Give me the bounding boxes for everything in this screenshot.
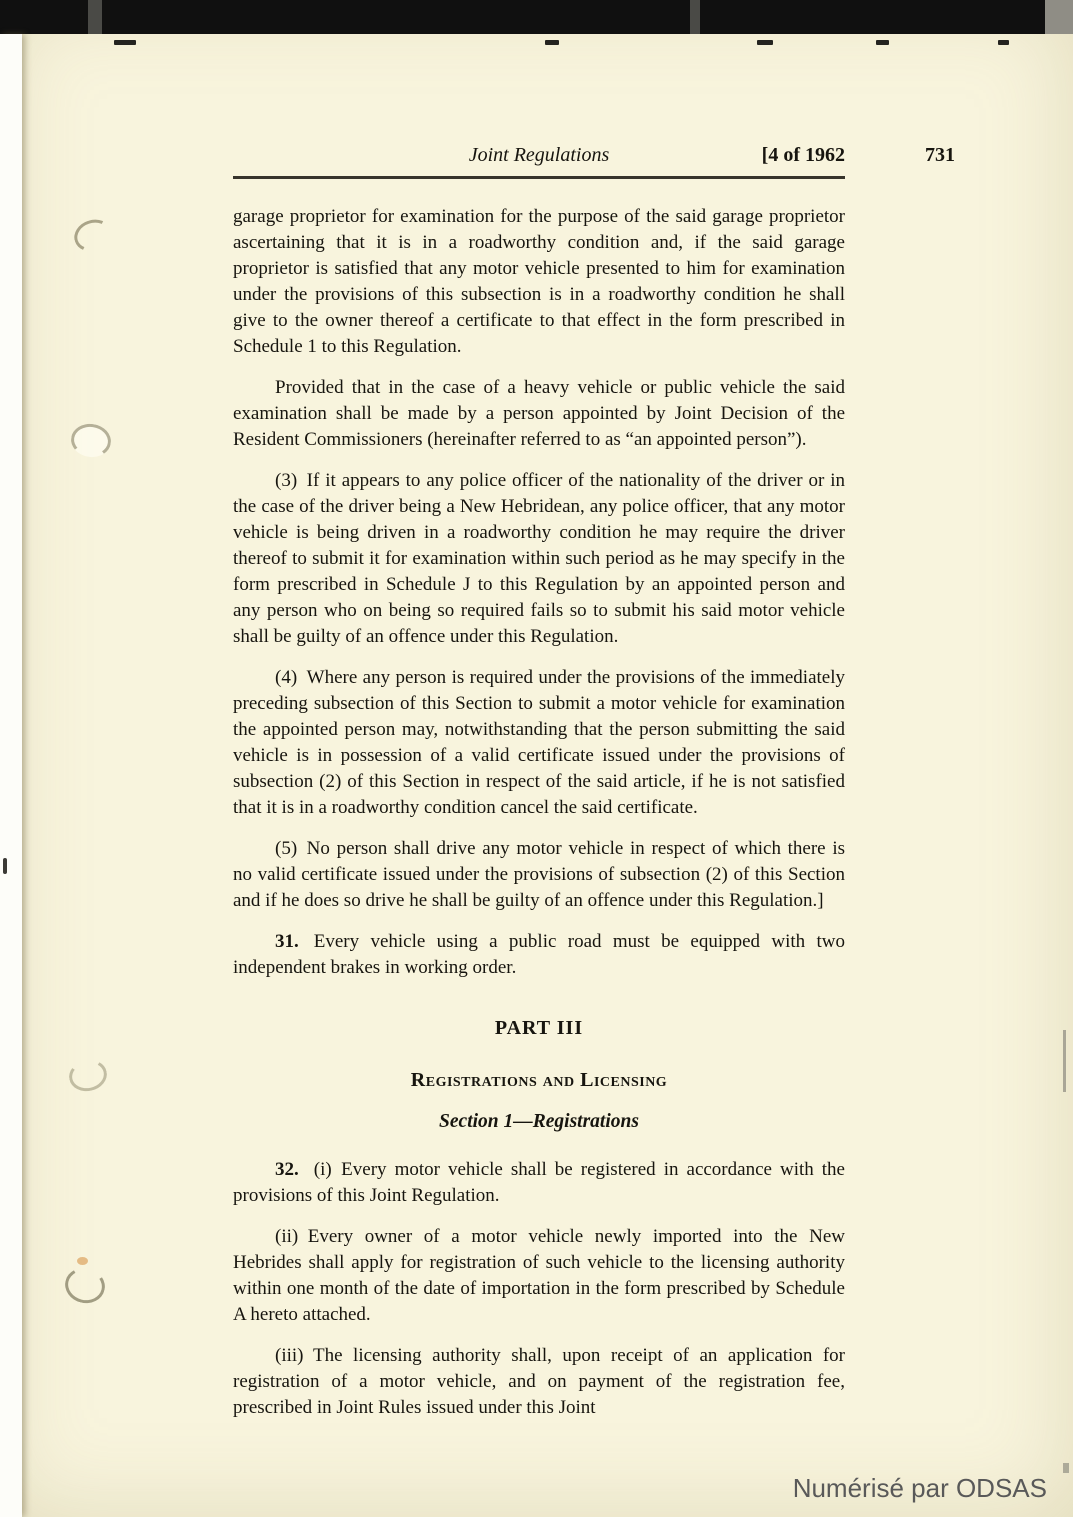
- scan-artifact-dash: [998, 40, 1009, 45]
- paragraph: [233, 836, 845, 914]
- scan-artifact-dash: [876, 40, 889, 45]
- part-heading: PART III: [494, 1017, 584, 1039]
- scan-artifact-top-bar: [0, 0, 1073, 34]
- paragraph-text: (5) No person shall drive any motor vehicle in respect of which there is no valid certificate issued under the provisions of subsection (2) of this Section and if he does so drive he shall be guilty of an offence under this Regulation.]: [233, 838, 845, 911]
- paragraph: [233, 204, 845, 360]
- paragraph-text: Every vehicle using a public road must be equipped with two independent brakes in working order.: [233, 931, 845, 978]
- paragraph-text: (i) Every motor vehicle shall be registered in accordance with the provisions of this Joint Regulation.: [233, 1159, 845, 1206]
- scan-artifact-dash: [114, 40, 136, 45]
- paragraph-text: (3) If it appears to any police officer of the nationality of the driver or in the case of the driver being a New Hebridean, any police officer, that any motor vehicle is being driven in a roadworthy condition he may require the driver thereof to submit it for examination within such period as he may specify in the form prescribed in Schedule J to this Regulation by an appointed person and any person who on being so required fails so to submit his said motor vehicle shall be guilty of an offence under this Regulation.: [233, 470, 845, 647]
- chapter-heading: Registrations and Licensing: [410, 1069, 668, 1091]
- punch-hole: [61, 1264, 108, 1308]
- scan-artifact-tick: [3, 858, 7, 874]
- scan-artifact-left-edge: [0, 34, 22, 1517]
- watermark: Numérisé par ODSAS: [792, 1473, 1047, 1503]
- page-header: [233, 142, 955, 174]
- paragraph-text: (iii) The licensing authority shall, upon receipt of an application for registration of a motor vehicle, and on payment of the registration fee, prescribed in Joint Rules issued under this Joint: [233, 1345, 845, 1418]
- scan-artifact-notch: [690, 0, 700, 34]
- regulation-ref: [4 of 1962: [761, 144, 845, 166]
- clause-number: 31.: [275, 931, 299, 952]
- paragraph: [233, 1224, 845, 1328]
- paragraph-text: (ii) Every owner of a motor vehicle newly imported into the New Hebrides shall apply for registration of such vehicle to the licensing authority within one month of the date of importation in the form prescribed by Schedule A hereto attached.: [233, 1226, 845, 1325]
- paragraph-text: garage proprietor for examination for the purpose of the said garage proprietor ascertaining that it is in a roadworthy condition and, if the said garage proprietor is satisfied that any motor vehicle presented to him for examination under the provisions of this subsection is in a roadworthy condition he shall give to the owner thereof a certificate to that effect in the form prescribed in Schedule 1 to this Regulation.: [233, 206, 845, 357]
- clause-number: 32.: [275, 1159, 299, 1180]
- scan-artifact-dash: [545, 40, 559, 45]
- paragraph: [233, 468, 845, 650]
- scan-artifact-speck: [77, 1257, 88, 1265]
- paragraph: [233, 665, 845, 821]
- paragraph: [233, 1157, 845, 1209]
- punch-hole: [70, 215, 116, 256]
- scan-artifact-notch: [88, 0, 102, 34]
- punch-hole: [69, 421, 113, 459]
- scan-artifact-bar-end: [1045, 0, 1073, 34]
- punch-hole: [66, 1056, 110, 1094]
- paragraph: [233, 929, 845, 981]
- paragraph-text: (4) Where any person is required under the provisions of the immediately preceding subsection of this Section to submit a motor vehicle for examination the appointed person may, notwithstanding that the person submitting the said vehicle is in possession of a valid certificate issued under the provisions of subsection (2) of this Section in respect of the said article, if he is not satisfied that it is in a roadworthy condition cancel the said certificate.: [233, 667, 845, 818]
- paragraph-text: Provided that in the case of a heavy vehicle or public vehicle the said examination shall be made by a person appointed by Joint Decision of the Resident Commissioners (hereinafter referred to as “an appointed person”).: [233, 377, 845, 450]
- section-heading: Section 1—Registrations: [439, 1111, 639, 1132]
- page-content: [233, 142, 955, 1436]
- header-rule: [233, 176, 845, 179]
- scan-artifact-tick: [1063, 1463, 1069, 1473]
- page-number: 731: [925, 144, 955, 166]
- running-title: Joint Regulations: [468, 144, 610, 166]
- scan-artifact-tick: [1063, 1030, 1066, 1092]
- scan-artifact-dash: [757, 40, 773, 45]
- paragraph: [233, 1343, 845, 1421]
- paragraph: [233, 375, 845, 453]
